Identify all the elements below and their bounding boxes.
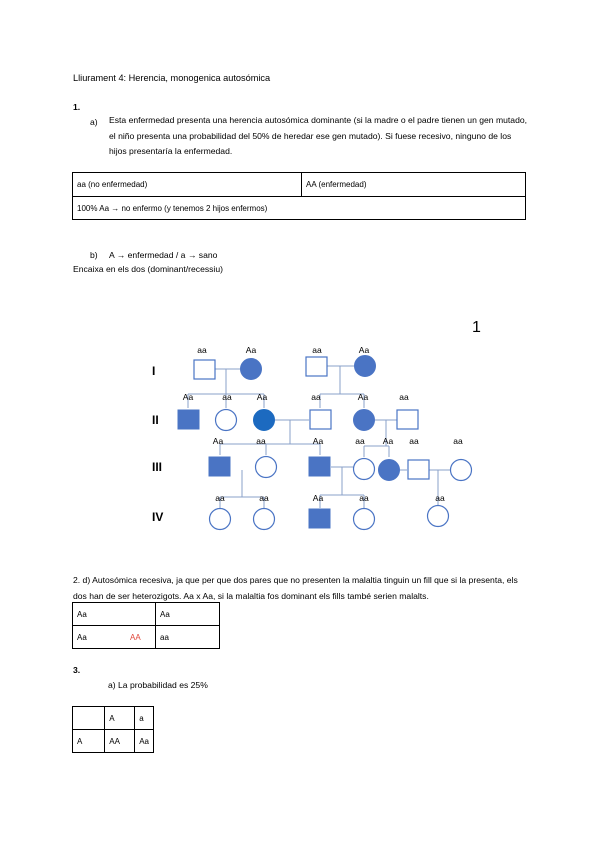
pedigree-female-affected	[354, 410, 375, 431]
pedigree-male-unaffected	[397, 410, 418, 429]
pedigree-male-unaffected	[310, 410, 331, 429]
pedigree-male-affected	[309, 509, 330, 528]
q2-table-cell: Aa	[156, 603, 220, 626]
q3-table-cell: A	[73, 730, 105, 753]
q3-punnett-table	[72, 706, 154, 753]
pedigree-female-unaffected	[254, 509, 275, 530]
q2-punnett-table	[72, 602, 220, 649]
q2-table-cell: Aa	[73, 603, 156, 626]
genotype-label: aa	[311, 392, 321, 402]
genotype-label: Aa	[312, 436, 324, 446]
pedigree-female-affected	[254, 410, 275, 431]
q1-table-cell: aa (no enfermedad)	[73, 173, 302, 197]
q1-table-cell: AA (enfermedad)	[302, 173, 526, 197]
pedigree-male-affected	[178, 410, 199, 429]
genotype-label: aa	[312, 345, 322, 355]
genotype-label: aa	[222, 392, 232, 402]
genotype-label: Aa	[382, 436, 394, 446]
question-3-number: 3.	[73, 665, 81, 675]
pedigree-female-unaffected	[428, 506, 449, 527]
generation-label: II	[152, 413, 159, 427]
question-3a-text: a) La probabilidad es 25%	[108, 680, 208, 690]
genotype-label: Aa	[358, 345, 370, 355]
genotype-label: aa	[435, 493, 445, 503]
q2-table-cell: Aa	[73, 626, 127, 649]
q3-table-cell: A	[105, 707, 135, 730]
pedigree-female-affected	[241, 359, 262, 380]
pedigree-male-affected	[209, 457, 230, 476]
pedigree-male-unaffected	[306, 357, 327, 376]
question-1-number: 1.	[73, 102, 81, 112]
question-1a-marker: a)	[90, 117, 98, 127]
genotype-label: Aa	[182, 392, 194, 402]
genotype-label: Aa	[212, 436, 224, 446]
genotype-label: aa	[197, 345, 207, 355]
pedigree-female-unaffected	[451, 460, 472, 481]
generation-label: III	[152, 460, 163, 474]
generation-label: IV	[152, 510, 164, 524]
q3-table-cell	[73, 707, 105, 730]
figure-number: 1	[472, 319, 481, 336]
question-1b-marker: b)	[90, 250, 98, 260]
pedigree-male-affected	[309, 457, 330, 476]
generation-label: I	[152, 364, 156, 378]
q3-table-cell: AA	[105, 730, 135, 753]
q2-table-cell: aa	[156, 626, 220, 649]
pedigree-female-affected	[379, 460, 400, 481]
genotype-label: Aa	[256, 392, 268, 402]
q3-table-cell: a	[135, 707, 154, 730]
question-1b-note: Encaixa en els dos (dominant/recessiu)	[73, 264, 223, 274]
pedigree-female-unaffected	[256, 457, 277, 478]
genotype-label: aa	[355, 436, 365, 446]
pedigree-female-affected	[355, 356, 376, 377]
genotype-label: aa	[259, 493, 269, 503]
genotype-label: Aa	[245, 345, 257, 355]
genotype-label: Aa	[312, 493, 324, 503]
genotype-label: aa	[256, 436, 266, 446]
genotype-label: aa	[409, 436, 419, 446]
question-1a-text: Esta enfermedad presenta una herencia autosómica dominante (si la madre o el padre tienen un gen mutado, el niño presenta una probabilidad del 50% de heredar ese gen mutado). Si fuese recesivo, ninguno de los hijos presentaría la enfermedad.	[109, 115, 528, 156]
genotype-label: aa	[215, 493, 225, 503]
question-2-text: 2. d) Autosómica recesiva, ja que per que dos pares que no presenten la malaltia tinguin un fill que si la presenta, els dos han de ser heterozigots. Aa x Aa, si la malaltia fos dominant els fills també serien malalts.	[73, 575, 518, 601]
genotype-label: aa	[453, 436, 463, 446]
pedigree-male-unaffected	[194, 360, 215, 379]
genotype-label: aa	[359, 493, 369, 503]
page-title: Lliurament 4: Herencia, monogenica autosómica	[73, 73, 271, 83]
pedigree-female-unaffected	[354, 509, 375, 530]
q3-table-cell: Aa	[135, 730, 154, 753]
pedigree-female-unaffected	[210, 509, 231, 530]
genotype-label: aa	[399, 392, 409, 402]
pedigree-male-unaffected	[408, 460, 429, 479]
q2-table-cell-highlight: AA	[126, 626, 156, 649]
pedigree-female-unaffected	[354, 459, 375, 480]
question-1b-text: A → enfermedad / a → sano	[109, 250, 218, 260]
q1-table-cell: 100% Aa → no enfermo (y tenemos 2 hijos enfermos)	[73, 197, 526, 220]
pedigree-female-unaffected	[216, 410, 237, 431]
genotype-label: Aa	[357, 392, 369, 402]
